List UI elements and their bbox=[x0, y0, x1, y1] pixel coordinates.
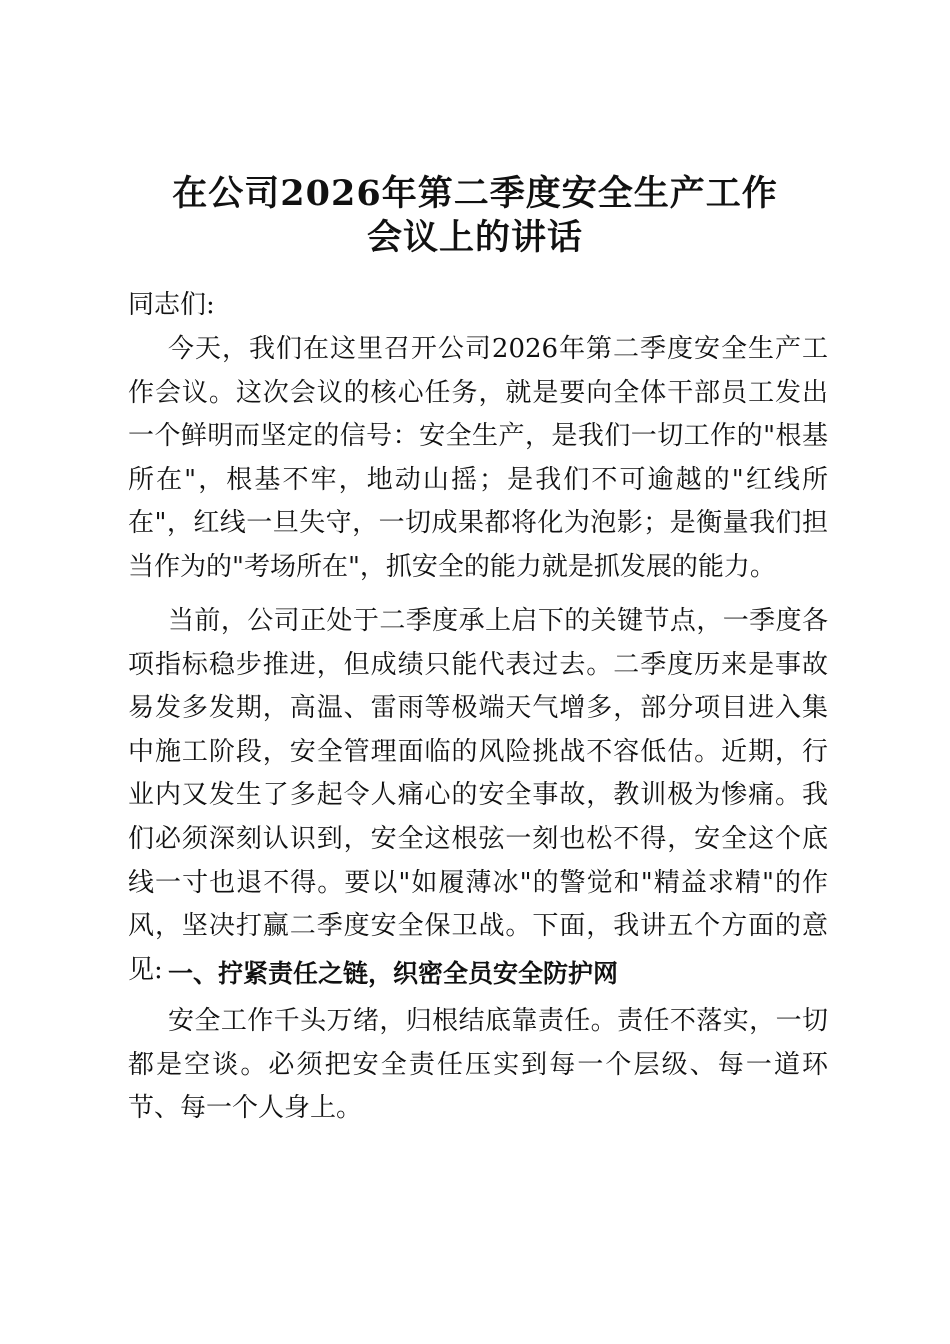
document-title-line-2: 会议上的讲话 bbox=[366, 217, 583, 258]
salutation: 同志们: bbox=[128, 290, 215, 320]
paragraph-intro: 今天，我们在这里召开公司2026年第二季度安全生产工作会议。这次会议的核心任务，就是要向全体干部员工发出一个鲜明而坚定的信号：安全生产，是我们一切工作的"根基所在"，根基不牢，地动山摇；是我们不可逾越的"红线所在"，红线一旦失守，一切成果都将化为泡影；是衡量我们担当作为的"考场所在"，抓安全的能力就是抓发展的能力。 bbox=[128, 334, 828, 582]
document-title-line-1: 在公司2026年第二季度安全生产工作 bbox=[172, 173, 778, 214]
section-heading-1: 一、拧紧责任之链，织密全员安全防护网 bbox=[168, 959, 619, 988]
paragraph-situation: 当前，公司正处于二季度承上启下的关键节点，一季度各项指标稳步推进，但成绩只能代表过去。二季度历来是事故易发多发期，高温、雷雨等极端天气增多，部分项目进入集中施工阶段，安全管理面临的风险挑战不容低估。近期，行业内又发生了多起令人痛心的安全事故，教训极为惨痛。我们必须深刻认识到，安全这根弦一刻也松不得，安全这个底线一寸也退不得。要以"如履薄冰"的警觉和"精益求精"的作风，坚决打赢二季度安全保卫战。下面，我讲五个方面的意见: bbox=[128, 606, 828, 985]
section-1-paragraph: 安全工作千头万绪，归根结底靠责任。责任不落实，一切都是空谈。必须把安全责任压实到每一个层级、每一道环节、每一个人身上。 bbox=[128, 1006, 828, 1124]
